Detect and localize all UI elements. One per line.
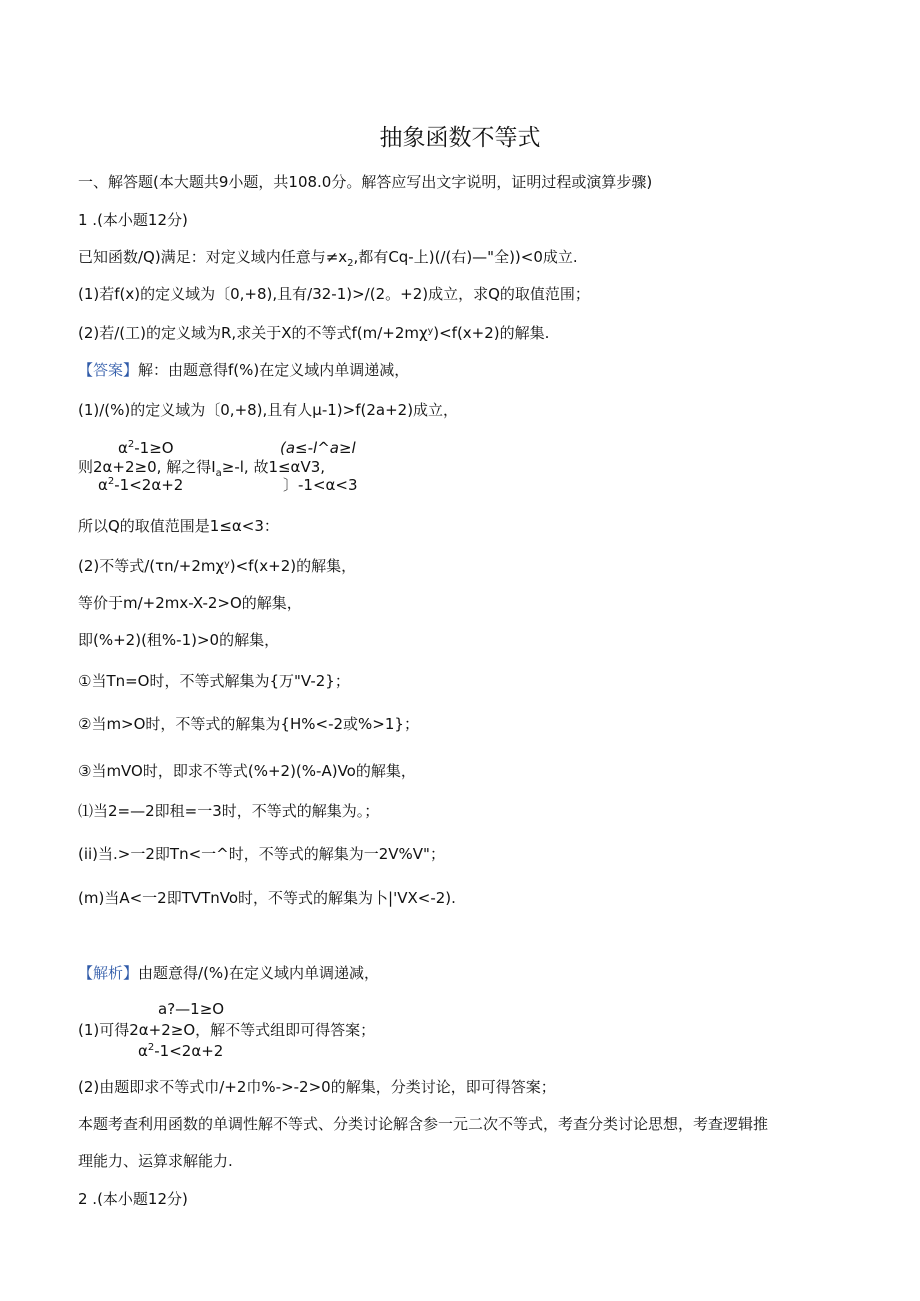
sys-sup: 2 <box>107 476 115 487</box>
question-2-number: 2 .(本小题12分) <box>78 1190 188 1208</box>
analysis-line-2: (2)由题即求不等式巾/+2巾%->-2>0的解集，分类讨论，即可得答案； <box>78 1078 556 1096</box>
stem-text-1: 已知函数/Q)满足：对定义域内任意与≠x <box>78 248 348 266</box>
system-2-bottom: 〕-1<α<3 <box>283 476 358 494</box>
question-1-part-1: (1)若f(x)的定义域为〔0,+8),且有/32-1)>/(2。+2)成立，求Q的取值范围； <box>78 285 590 303</box>
sys-var: α <box>138 1042 148 1060</box>
stem-subscript: 2 <box>347 258 354 269</box>
answer-line-4: (2)不等式/(τn∕+2mχʸ)<f(x+2)的解集， <box>78 557 357 575</box>
answer-subcase-3: (m)当A<一2即TVTnVo时，不等式的解集为卜|'VX<-2). <box>78 889 456 907</box>
sys-sup: 2 <box>127 439 135 450</box>
page-title: 抽象函数不等式 <box>379 125 541 151</box>
answer-text: 解：由题意得f(%)在定义域内单调递减， <box>138 361 410 379</box>
question-1-stem <box>78 248 578 269</box>
analysis-line-4: 理能力、运算求解能力. <box>78 1152 233 1170</box>
sys-rest: -1<2α+2 <box>114 476 184 494</box>
question-1-number: 1 .(本小题12分) <box>78 211 188 229</box>
analysis-text: 由题意得/(%)在定义域内单调递减， <box>138 964 380 982</box>
answer-tag: 【答案】 <box>78 361 139 379</box>
section-header: 一、解答题(本大题共9小题，共108.0分。解答应写出文字说明，证明过程或演算步骤) <box>78 173 653 191</box>
answer-subcase-1: ⑴当2=—2即租=一3时，不等式的解集为。； <box>78 802 380 820</box>
analysis-tag: 【解析】 <box>78 964 139 982</box>
system-1-top <box>118 439 174 457</box>
answer-line-2: (1)/(%)的定义域为〔0,+8),且有人μ-1)>f(2a+2)成立， <box>78 401 459 419</box>
sys-rest: -1<2α+2 <box>154 1042 224 1060</box>
sys-rest: -1≥O <box>134 439 174 457</box>
answer-line-5: 等价于m/+2mx-X-2>O的解集， <box>78 594 302 612</box>
answer-line-3: 所以Q的取值范围是1≤α<3： <box>78 517 279 535</box>
sys-mid-text: 则2α+2≥0, 解之得I <box>78 458 216 476</box>
analysis-line-3: 本题考查利用函数的单调性解不等式、分类讨论解含参一元二次不等式，考查分类讨论思想，考查逻辑推 <box>78 1115 769 1133</box>
system-1-bottom <box>98 476 183 494</box>
sys-var: α <box>118 439 128 457</box>
analysis-system-middle: (1)可得2α+2≥O，解不等式组即可得答案； <box>78 1021 376 1039</box>
sys-sup: 2 <box>147 1042 155 1053</box>
sys-var: α <box>98 476 108 494</box>
analysis-line-1 <box>78 964 379 982</box>
answer-case-1: ①当Tn=O时，不等式解集为{万"V-2}； <box>78 672 350 690</box>
analysis-system-bottom <box>138 1042 223 1060</box>
answer-line-6: 即(%+2)(租%-1)>0的解集， <box>78 631 280 649</box>
answer-case-3: ③当mVO时，即求不等式(%+2)(%-A)Vo的解集， <box>78 762 416 780</box>
stem-text-2: ,都有Cq-上)(/(右)—"全))<0成立. <box>353 248 578 266</box>
sys-mid-sub: a <box>215 468 222 479</box>
system-1-middle <box>78 458 326 479</box>
answer-subcase-2: (ii)当.>一2即Tn<一^时，不等式的解集为一2V%V"； <box>78 845 445 863</box>
analysis-system-top: a?—1≥O <box>158 1000 225 1018</box>
question-1-part-2: (2)若/(工)的定义域为R,求关于X的不等式f(m∕+2mχʸ)<f(x+2)的解集. <box>78 324 550 342</box>
answer-line-1 <box>78 361 409 379</box>
system-2-top: (a≤-l^a≥l <box>280 439 356 457</box>
sys-mid-rest: ≥-l, 故1≤αV3, <box>221 458 326 476</box>
answer-case-2: ②当m>O时，不等式的解集为{H%<-2或%>1}； <box>78 715 419 733</box>
